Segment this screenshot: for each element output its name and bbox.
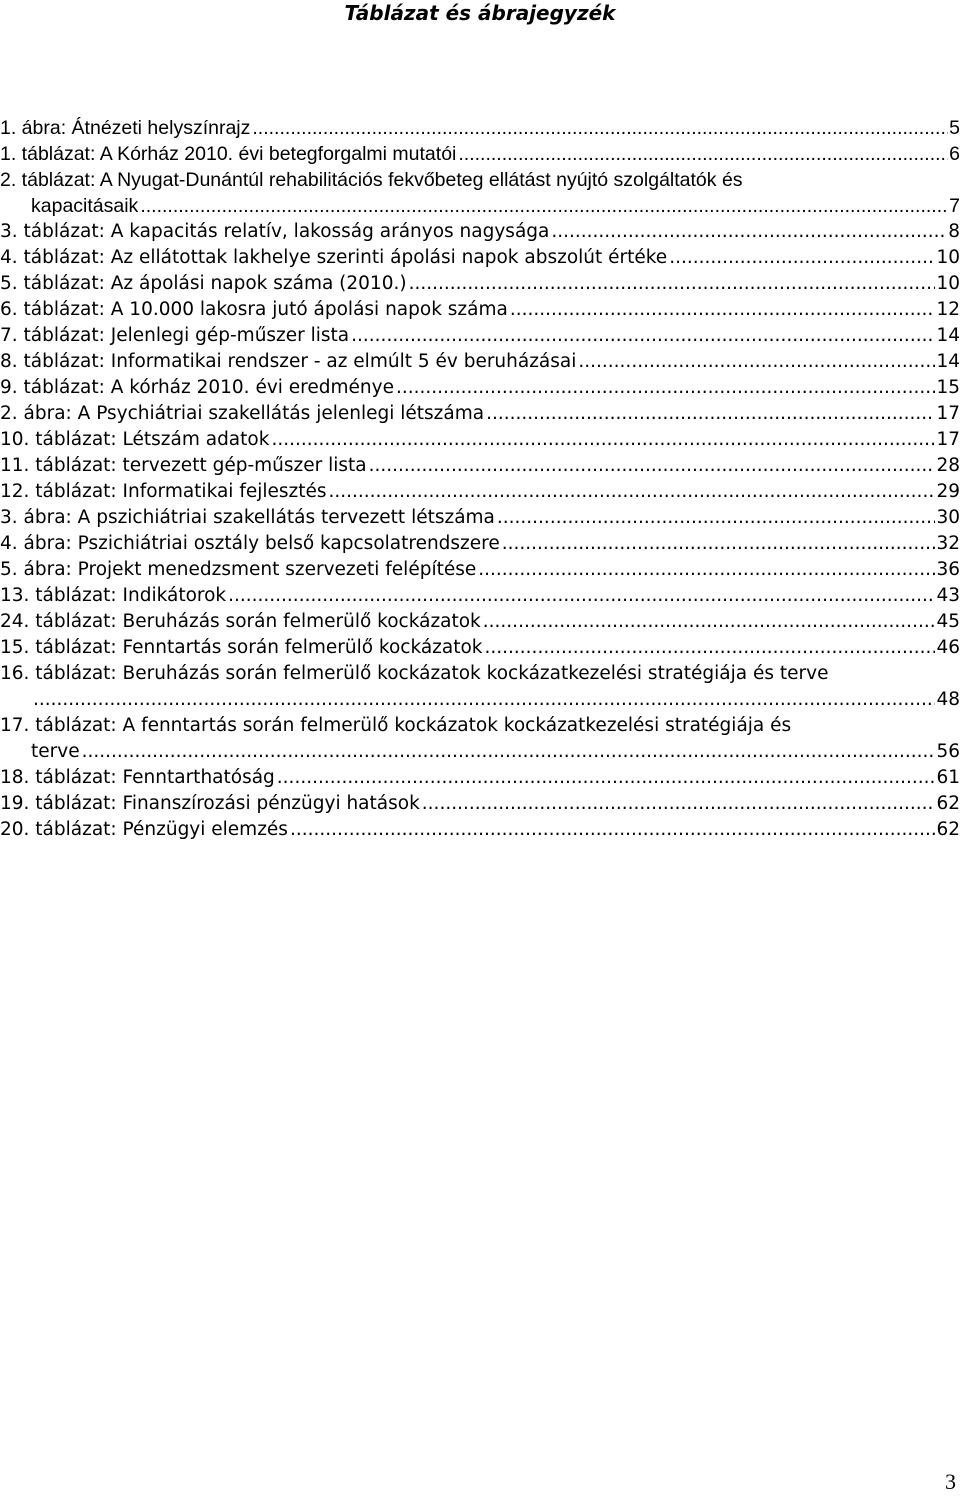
dot-leader bbox=[576, 349, 935, 375]
toc-entry-page: 12 bbox=[936, 299, 960, 320]
toc-entry[interactable] bbox=[0, 817, 960, 843]
toc-entry-title: 17. táblázat: A fenntartás során felmerülő kockázatok kockázatkezelési stratégiája és bbox=[0, 715, 792, 736]
dot-leader bbox=[667, 245, 935, 271]
toc-entry-page: 45 bbox=[936, 611, 960, 632]
toc-entry-page: 8 bbox=[948, 221, 960, 242]
toc-entry[interactable] bbox=[0, 219, 960, 245]
toc-entry-page: 28 bbox=[936, 455, 960, 476]
toc-entry[interactable] bbox=[0, 557, 960, 583]
toc-entry[interactable] bbox=[0, 635, 960, 661]
toc-entry[interactable] bbox=[0, 661, 960, 713]
toc-entry-title: 1. ábra: Átnézeti helyszínrajz bbox=[0, 117, 251, 139]
toc-entry-page: 17 bbox=[936, 429, 960, 450]
toc-entry-title-continued: kapacitásaik bbox=[31, 195, 139, 217]
toc-entry-page: 10 bbox=[936, 273, 960, 294]
toc-entry-title: 24. táblázat: Beruházás során felmerülő kockázatok bbox=[0, 611, 481, 632]
toc-entry-title: 12. táblázat: Informatikai fejlesztés bbox=[0, 481, 327, 502]
dot-leader bbox=[250, 115, 948, 141]
toc-entry-title: 19. táblázat: Finanszírozási pénzügyi hatások bbox=[0, 793, 420, 814]
toc-entry-title: 4. táblázat: Az ellátottak lakhelye szerinti ápolási napok abszolút értéke bbox=[0, 247, 668, 268]
dot-leader bbox=[327, 479, 936, 505]
toc-entry-page: 6 bbox=[949, 143, 960, 165]
toc-entry-title: 16. táblázat: Beruházás során felmerülő kockázatok kockázatkezelési stratégiája és terve bbox=[0, 663, 829, 684]
toc-entry-page: 48 bbox=[936, 689, 960, 710]
dot-leader bbox=[481, 609, 936, 635]
toc-entry-page: 62 bbox=[936, 793, 960, 814]
dot-leader bbox=[420, 791, 936, 817]
toc-entry-page: 17 bbox=[936, 403, 960, 424]
toc-entry-title: 18. táblázat: Fenntarthatóság bbox=[0, 767, 275, 788]
dot-leader bbox=[349, 323, 935, 349]
toc-entry-page: 10 bbox=[936, 247, 960, 268]
page-number: 3 bbox=[945, 1469, 956, 1494]
toc-entry[interactable] bbox=[0, 141, 960, 167]
toc-entry[interactable] bbox=[0, 167, 960, 219]
dot-leader bbox=[394, 375, 935, 401]
toc-entry-page: 62 bbox=[936, 819, 960, 840]
dot-leader bbox=[483, 635, 936, 661]
toc-entry[interactable] bbox=[0, 791, 960, 817]
toc-entry[interactable] bbox=[0, 609, 960, 635]
toc-entry-page: 14 bbox=[936, 325, 960, 346]
toc-entry-title: 2. táblázat: A Nyugat-Dunántúl rehabilitációs fekvőbeteg ellátást nyújtó szolgáltatók és bbox=[0, 169, 743, 191]
toc-entry-page: 29 bbox=[936, 481, 960, 502]
dot-leader bbox=[367, 453, 936, 479]
dot-leader bbox=[495, 505, 936, 531]
toc-entry[interactable] bbox=[0, 115, 960, 141]
dot-leader bbox=[288, 817, 936, 843]
toc-entry-page: 32 bbox=[936, 533, 960, 554]
toc-entry[interactable] bbox=[0, 323, 960, 349]
toc-entry-title: 13. táblázat: Indikátorok bbox=[0, 585, 227, 606]
toc-entry-title: 10. táblázat: Létszám adatok bbox=[0, 429, 270, 450]
dot-leader bbox=[407, 271, 936, 297]
toc-entry[interactable] bbox=[0, 375, 960, 401]
dot-leader bbox=[476, 557, 935, 583]
dot-leader bbox=[80, 739, 936, 765]
toc-entry-page: 56 bbox=[936, 741, 960, 762]
toc-entry[interactable] bbox=[0, 427, 960, 453]
toc-entry[interactable] bbox=[0, 245, 960, 271]
toc-entry-title: 3. ábra: A pszichiátriai szakellátás tervezett létszáma bbox=[0, 507, 495, 528]
toc-entry[interactable] bbox=[0, 401, 960, 427]
toc-entry-title: 3. táblázat: A kapacitás relatív, lakosság arányos nagysága bbox=[0, 221, 550, 242]
toc-entry-title: 20. táblázat: Pénzügyi elemzés bbox=[0, 819, 288, 840]
dot-leader bbox=[549, 219, 947, 245]
toc-entry[interactable] bbox=[0, 505, 960, 531]
toc-entry[interactable] bbox=[0, 531, 960, 557]
dot-leader bbox=[456, 141, 948, 167]
toc-entry[interactable] bbox=[0, 349, 960, 375]
toc-entry-page: 14 bbox=[936, 351, 960, 372]
dot-leader bbox=[269, 427, 935, 453]
toc-entry-page: 7 bbox=[949, 195, 960, 217]
toc-entry-page: 61 bbox=[936, 767, 960, 788]
toc-entry-title: 6. táblázat: A 10.000 lakosra jutó ápolási napok száma bbox=[0, 299, 508, 320]
toc-entry-page: 43 bbox=[936, 585, 960, 606]
toc-entry-page: 15 bbox=[936, 377, 960, 398]
toc-entry-title: 2. ábra: A Psychiátriai szakellátás jelenlegi létszáma bbox=[0, 403, 485, 424]
table-of-figures bbox=[0, 115, 960, 843]
dot-leader bbox=[484, 401, 935, 427]
toc-entry[interactable] bbox=[0, 583, 960, 609]
dot-leader bbox=[500, 531, 936, 557]
toc-entry-title: 7. táblázat: Jelenlegi gép-műszer lista bbox=[0, 325, 350, 346]
toc-entry-title: 11. táblázat: tervezett gép-műszer lista bbox=[0, 455, 367, 476]
toc-entry[interactable] bbox=[0, 713, 960, 765]
toc-entry-title-continued: terve bbox=[31, 741, 80, 762]
dot-leader bbox=[138, 193, 948, 219]
toc-entry-title: 9. táblázat: A kórház 2010. évi eredménye bbox=[0, 377, 394, 398]
dot-leader bbox=[226, 583, 935, 609]
toc-entry-page: 46 bbox=[936, 637, 960, 658]
toc-entry[interactable] bbox=[0, 479, 960, 505]
page-title: Táblázat és ábrajegyzék bbox=[344, 1, 616, 25]
toc-entry-page: 5 bbox=[949, 117, 960, 139]
toc-entry-title: 1. táblázat: A Kórház 2010. évi betegforgalmi mutatói bbox=[0, 143, 457, 165]
toc-entry-page: 30 bbox=[936, 507, 960, 528]
toc-entry[interactable] bbox=[0, 765, 960, 791]
dot-leader bbox=[275, 765, 936, 791]
toc-entry-title: 5. ábra: Projekt menedzsment szervezeti felépítése bbox=[0, 559, 477, 580]
toc-entry[interactable] bbox=[0, 297, 960, 323]
toc-entry-title: 5. táblázat: Az ápolási napok száma (2010.) bbox=[0, 273, 407, 294]
toc-entry[interactable] bbox=[0, 271, 960, 297]
toc-entry[interactable] bbox=[0, 453, 960, 479]
dot-leader bbox=[508, 297, 936, 323]
toc-entry-page: 36 bbox=[936, 559, 960, 580]
toc-entry-title: 8. táblázat: Informatikai rendszer - az elmúlt 5 év beruházásai bbox=[0, 351, 577, 372]
toc-entry-title: 4. ábra: Pszichiátriai osztály belső kapcsolatrendszere bbox=[0, 533, 500, 554]
dot-leader bbox=[31, 687, 935, 713]
toc-entry-title: 15. táblázat: Fenntartás során felmerülő kockázatok bbox=[0, 637, 483, 658]
